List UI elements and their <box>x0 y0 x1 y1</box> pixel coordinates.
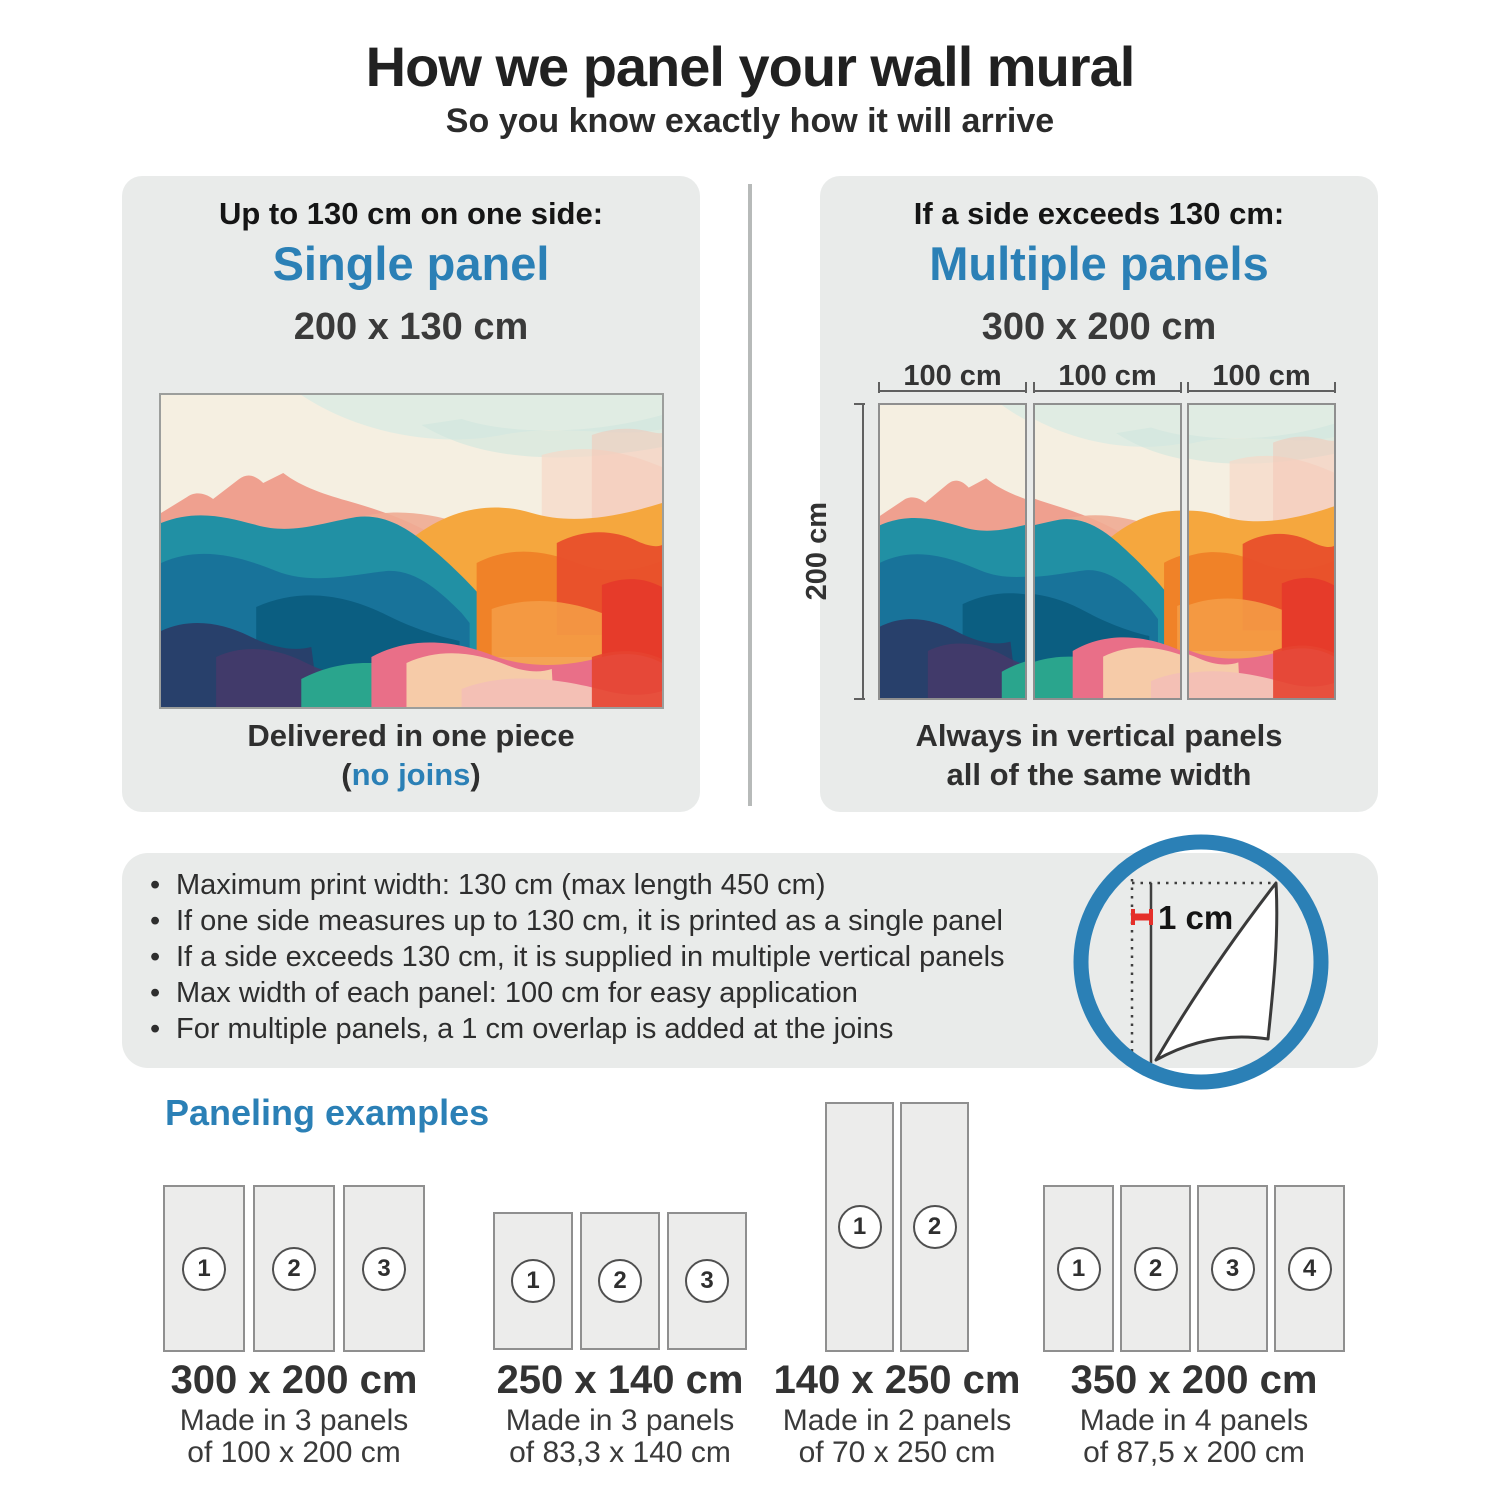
single-panel-title: Single panel <box>272 237 550 290</box>
panel-number-badge: 3 <box>685 1259 729 1303</box>
rule-item: • For multiple panels, a 1 cm overlap is added at the joins <box>150 1011 1080 1047</box>
multiple-panels-caption-line1: Always in vertical panels <box>915 718 1283 753</box>
example2-of-line: of 83,3 x 140 cm <box>509 1436 731 1469</box>
panel-number-badge: 1 <box>838 1205 882 1249</box>
example2-size: 250 x 140 cm <box>496 1358 744 1402</box>
example3-size: 140 x 250 cm <box>773 1358 1021 1402</box>
height-dimension-label: 200 cm <box>800 502 833 601</box>
mural-image <box>159 393 664 709</box>
example1-panel-3 <box>343 1185 425 1352</box>
mural-panel-slice-2 <box>1033 403 1182 700</box>
rule-item: • If a side exceeds 130 cm, it is supplied in multiple vertical panels <box>150 939 1080 975</box>
multiple-panels-size: 300 x 200 cm <box>981 306 1217 348</box>
example3-panel-2 <box>900 1102 969 1352</box>
example4-panel-4 <box>1274 1185 1345 1352</box>
example1-of-line: of 100 x 200 cm <box>187 1436 401 1469</box>
rules-list <box>150 867 1080 1047</box>
width-dimension-line-3 <box>1187 390 1336 392</box>
page-title: How we panel your wall mural <box>365 35 1135 98</box>
multiple-panels-condition: If a side exceeds 130 cm: <box>913 196 1285 231</box>
example1-panel-1 <box>163 1185 245 1352</box>
height-dimension-line <box>862 403 864 700</box>
panel-number-badge: 4 <box>1288 1247 1332 1291</box>
single-panel-condition: Up to 130 cm on one side: <box>218 196 604 231</box>
single-panel-caption-line2: (no joins) <box>341 757 481 792</box>
rule-item: • If one side measures up to 130 cm, it is printed as a single panel <box>150 903 1080 939</box>
example4-made-line: Made in 4 panels <box>1079 1404 1309 1437</box>
single-panel-caption <box>122 716 700 794</box>
example3-made-line: Made in 2 panels <box>782 1404 1012 1437</box>
example2-panel-1 <box>493 1212 573 1350</box>
example4-panel-3 <box>1197 1185 1268 1352</box>
width-dimension-line-2 <box>1033 390 1182 392</box>
rule-item: • Max width of each panel: 100 cm for easy application <box>150 975 1080 1011</box>
panel-number-badge: 1 <box>182 1247 226 1291</box>
mural-panel-slice-1 <box>878 403 1027 700</box>
rule-item: • Maximum print width: 130 cm (max length 450 cm) <box>150 867 1080 903</box>
multiple-panels-caption <box>820 716 1378 794</box>
example2-made-line: Made in 3 panels <box>505 1404 735 1437</box>
page-subtitle: So you know exactly how it will arrive <box>445 102 1055 140</box>
width-dimension-label-2: 100 cm <box>1058 360 1157 392</box>
example4-size: 350 x 200 cm <box>1070 1358 1318 1402</box>
example1-made-line: Made in 3 panels <box>179 1404 409 1437</box>
overlap-diagram-icon <box>1072 833 1330 1091</box>
panel-number-badge: 2 <box>598 1259 642 1303</box>
panel-number-badge: 3 <box>362 1247 406 1291</box>
width-dimension-label-1: 100 cm <box>903 360 1002 392</box>
single-panel-size: 200 x 130 cm <box>293 306 529 348</box>
example2-panel-3 <box>667 1212 747 1350</box>
single-panel-caption-line1: Delivered in one piece <box>247 718 575 753</box>
overlap-size-label: 1 cm <box>1158 899 1234 936</box>
example1-panel-2 <box>253 1185 335 1352</box>
mural-panel-slice-3 <box>1187 403 1336 700</box>
panel-number-badge: 1 <box>1057 1247 1101 1291</box>
example4-of-line: of 87,5 x 200 cm <box>1083 1436 1305 1469</box>
panel-number-badge: 2 <box>272 1247 316 1291</box>
example1-size: 300 x 200 cm <box>170 1358 418 1402</box>
example4-panel-2 <box>1120 1185 1191 1352</box>
example3-of-line: of 70 x 250 cm <box>798 1436 996 1469</box>
panel-number-badge: 2 <box>913 1205 957 1249</box>
panel-number-badge: 3 <box>1211 1247 1255 1291</box>
multiple-panels-title: Multiple panels <box>929 237 1269 290</box>
example3-panel-1 <box>825 1102 894 1352</box>
example2-panel-2 <box>580 1212 660 1350</box>
card-divider <box>748 184 752 806</box>
width-dimension-label-3: 100 cm <box>1212 360 1311 392</box>
panel-number-badge: 1 <box>511 1259 555 1303</box>
multiple-panels-caption-line2: all of the same width <box>946 757 1252 792</box>
examples-heading: Paneling examples <box>165 1092 490 1133</box>
example4-panel-1 <box>1043 1185 1114 1352</box>
width-dimension-line-1 <box>878 390 1027 392</box>
panel-number-badge: 2 <box>1134 1247 1178 1291</box>
